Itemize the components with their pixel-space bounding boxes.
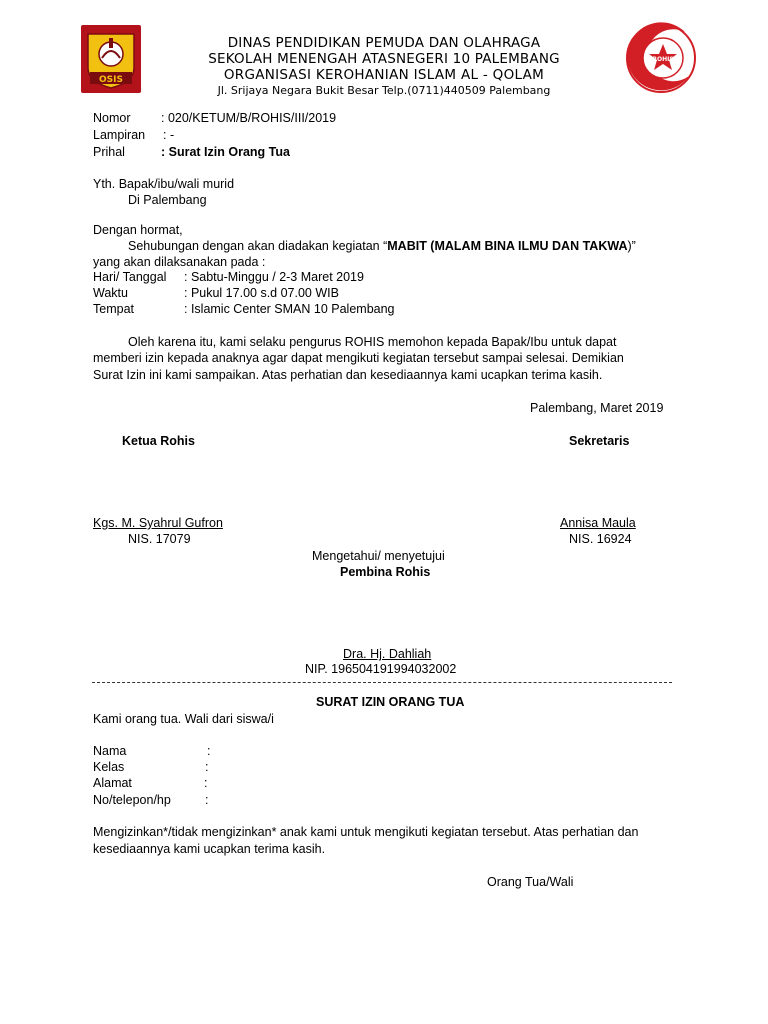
form-field-name-colon: :: [207, 744, 211, 758]
form-intro: Kami orang tua. Wali dari siswa/i: [93, 712, 274, 726]
form-field-address-label: Alamat: [93, 776, 132, 790]
form-field-class-label: Kelas: [93, 760, 125, 774]
paragraph-line1: Oleh karena itu, kami selaku pengurus ROHIS memohon kepada Bapak/Ibu untuk dapat: [128, 335, 617, 349]
rohis-emblem-icon: [623, 18, 703, 98]
form-field-phone-label: No/telepon/hp: [93, 793, 171, 807]
left-signer-id: NIS. 17079: [128, 532, 191, 546]
prihal-value: : Surat Izin Orang Tua: [161, 145, 290, 159]
recipient-line1: Yth. Bapak/ibu/wali murid: [93, 177, 235, 191]
intro-prefix: Sehubungan dengan akan diadakan kegiatan “: [128, 239, 388, 253]
intro-line2: yang akan dilaksanakan pada :: [93, 255, 266, 269]
form-field-class-colon: :: [205, 760, 209, 774]
greeting: Dengan hormat,: [93, 223, 183, 237]
right-signer-name: Annisa Maula: [560, 516, 636, 530]
letterhead-school: SEKOLAH MENENGAH ATASNEGERI 10 PALEMBANG: [208, 51, 560, 67]
letterhead-agency: DINAS PENDIDIKAN PEMUDA DAN OLAHRAGA: [227, 35, 541, 51]
intro-event: MABIT (MALAM BINA ILMU DAN TAKWA: [387, 239, 628, 253]
recipient-line2: Di Palembang: [128, 193, 207, 207]
schedule-place-label: Tempat: [93, 302, 134, 316]
right-signer-id: NIS. 16924: [569, 532, 632, 546]
form-field-address-colon: :: [204, 776, 208, 790]
nomor-label: Nomor: [93, 111, 131, 125]
lampiran-value: : -: [163, 128, 175, 142]
schedule-place-value: : Islamic Center SMAN 10 Palembang: [184, 302, 395, 316]
rohis-logo-text: ROHIS: [652, 56, 674, 63]
left-signer-title: Ketua Rohis: [122, 434, 195, 448]
prihal-label: Prihal: [93, 145, 125, 159]
approval-title: Pembina Rohis: [340, 565, 431, 579]
place-date: Palembang, Maret 2019: [530, 401, 664, 415]
consent-line2: kesediaannya kami ucapkan terima kasih.: [93, 842, 326, 856]
approval-id: NIP. 196504191994032002: [305, 662, 457, 676]
parent-signature-label: Orang Tua/Wali: [487, 875, 574, 889]
approval-name: Dra. Hj. Dahliah: [343, 647, 432, 661]
form-field-name-label: Nama: [93, 744, 127, 758]
form-title: SURAT IZIN ORANG TUA: [316, 695, 465, 709]
osis-logo: [80, 24, 142, 94]
paragraph-line3: Surat Izin ini kami sampaikan. Atas perhatian dan kesediaannya kami ucapkan terima kasih.: [93, 368, 603, 382]
cut-line-divider: [92, 682, 672, 683]
approval-label: Mengetahui/ menyetujui: [312, 549, 445, 563]
intro-suffix: )”: [627, 239, 636, 253]
schedule-time-label: Waktu: [93, 286, 128, 300]
lampiran-label: Lampiran: [93, 128, 146, 142]
right-signer-title: Sekretaris: [569, 434, 630, 448]
osis-logo-text: OSIS: [99, 75, 123, 85]
letterhead-organization: ORGANISASI KEROHANIAN ISLAM AL - QOLAM: [223, 67, 545, 83]
schedule-date-label: Hari/ Tanggal: [93, 270, 167, 284]
paragraph-line2: memberi izin kepada anaknya agar dapat mengikuti kegiatan tersebut sampai selesai. Demikian: [93, 351, 624, 365]
left-signer-name: Kgs. M. Syahrul Gufron: [93, 516, 223, 530]
intro-line: [128, 238, 636, 254]
form-field-phone-colon: :: [205, 793, 209, 807]
nomor-value: : 020/KETUM/B/ROHIS/III/2019: [161, 111, 337, 125]
rohis-logo: [623, 18, 703, 98]
schedule-time-value: : Pukul 17.00 s.d 07.00 WIB: [184, 286, 339, 300]
schedule-date-value: : Sabtu-Minggu / 2-3 Maret 2019: [184, 270, 364, 284]
consent-line1: Mengizinkan*/tidak mengizinkan* anak kami untuk mengikuti kegiatan tersebut. Atas perhatian dan: [93, 825, 639, 839]
osis-emblem-icon: [80, 24, 142, 94]
letterhead-address: Jl. Srijaya Negara Bukit Besar Telp.(0711)440509 Palembang: [217, 84, 551, 97]
